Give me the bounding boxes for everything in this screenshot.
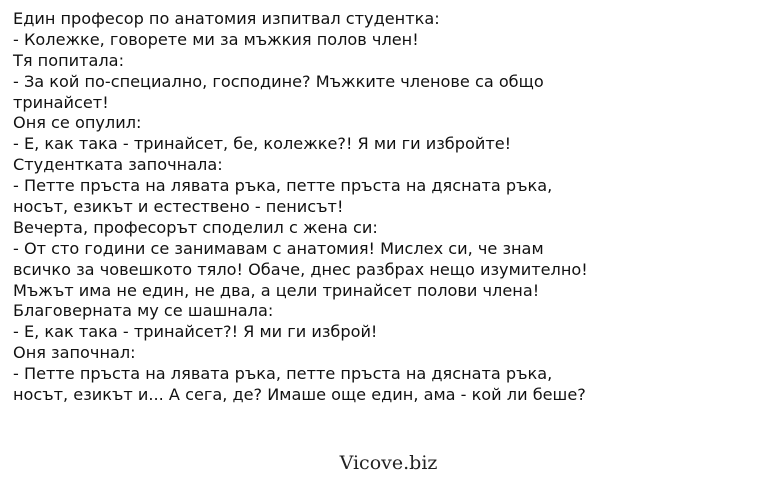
site-watermark: Vicove.biz bbox=[339, 452, 438, 474]
joke-line: Оня се опулил: bbox=[13, 113, 142, 133]
joke-line: Студентката започнала: bbox=[13, 155, 223, 175]
joke-line: - Петте пръста на лявата ръка, петте пръста на дясната ръка, bbox=[13, 176, 553, 196]
joke-text bbox=[13, 9, 773, 406]
joke-line: - Е, как така - тринайсет?! Я ми ги изброй! bbox=[13, 322, 378, 342]
joke-line: носът, езикът и естествено - пенисът! bbox=[13, 197, 344, 217]
joke-line: - Е, как така - тринайсет, бе, колежке?! Я ми ги избройте! bbox=[13, 134, 512, 154]
joke-line: Благоверната му се шашнала: bbox=[13, 301, 274, 321]
joke-line: носът, езикът и... А сега, де? Имаше още един, ама - кой ли беше? bbox=[13, 385, 586, 405]
joke-line: - От сто години се занимавам с анатомия! Мислех си, че знам bbox=[13, 238, 544, 258]
joke-line: Оня започнал: bbox=[13, 343, 136, 363]
joke-line: Тя попитала: bbox=[13, 50, 125, 70]
joke-line: Мъжът има не един, не два, а цели тринайсет полови члена! bbox=[13, 280, 540, 300]
joke-line: - За кой по-специално, господине? Мъжките членове са общо bbox=[13, 71, 544, 91]
joke-line: - Колежке, говорете ми за мъжкия полов член! bbox=[13, 29, 419, 49]
joke-line: тринайсет! bbox=[13, 92, 109, 112]
joke-line: Един професор по анатомия изпитвал студентка: bbox=[13, 9, 440, 28]
joke-line: Вечерта, професорът споделил с жена си: bbox=[13, 217, 378, 237]
joke-line: всичко за човешкото тяло! Обаче, днес разбрах нещо изумително! bbox=[13, 259, 588, 279]
joke-line: - Петте пръста на лявата ръка, петте пръста на дясната ръка, bbox=[13, 364, 553, 384]
